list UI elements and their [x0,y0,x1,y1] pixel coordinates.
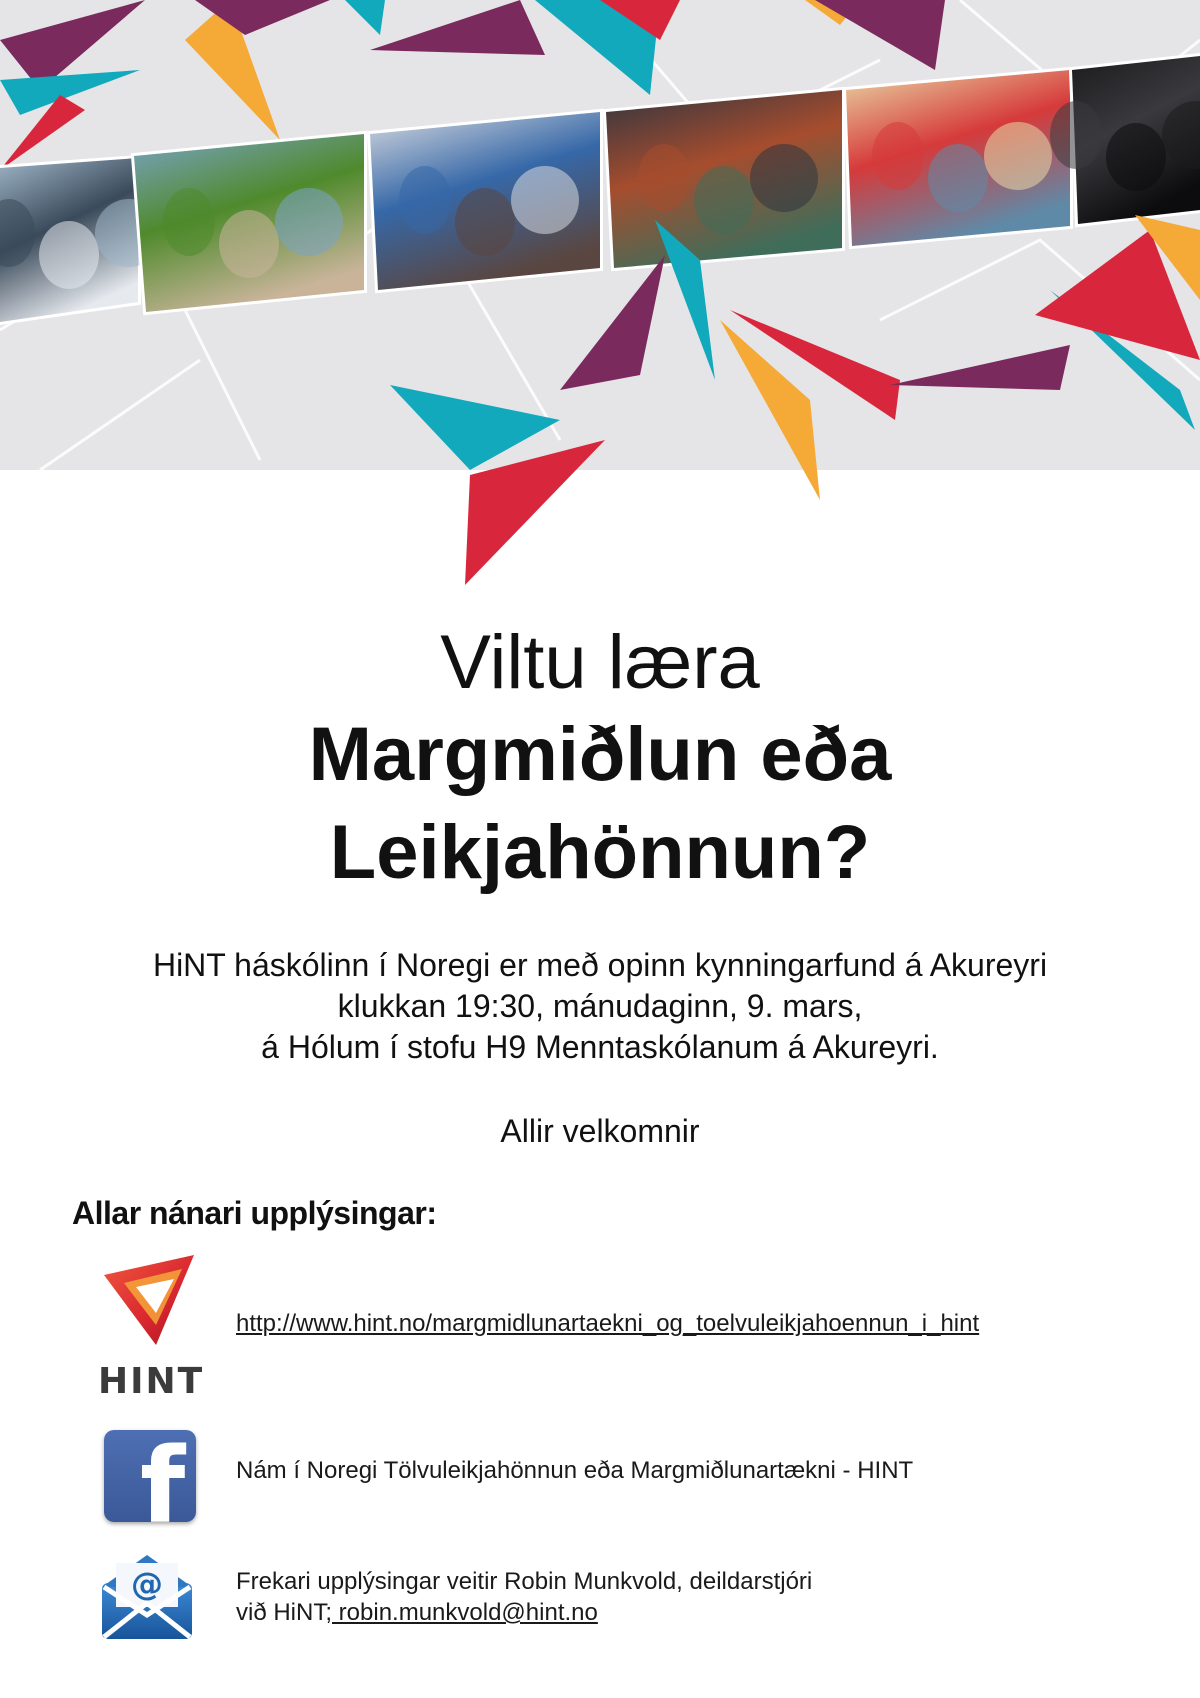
email-contact-prefix: við HiNT; [236,1599,333,1626]
hint-website-link[interactable]: http://www.hint.no/margmidlunartaekni_og_toelvuleikjahoennun_i_hint [236,1310,980,1337]
facebook-icon[interactable] [104,1430,196,1522]
event-description-line-3: á Hólum í stofu H9 Menntaskólanum á Akureyri. [261,1029,939,1065]
hint-logo-text: HINT [98,1361,205,1400]
event-description-line-2: klukkan 19:30, mánudaginn, 9. mars, [337,988,863,1024]
email-contact-line-2 [236,1599,598,1627]
headline-line-1: Viltu læra [440,620,760,705]
headline-line-2: Margmiðlun eða [308,712,892,797]
welcome-text: Allir velkomnir [500,1113,700,1149]
event-description [0,945,1200,1068]
facebook-icon-letter: f [140,1430,186,1522]
email-contact-line-1: Frekari upplýsingar veitir Robin Munkvold, deildarstjóri [236,1568,813,1595]
headline [0,620,1200,902]
info-heading: Allar nánari upplýsingar: [72,1195,437,1231]
facebook-page-name[interactable]: Nám í Noregi Tölvuleikjahönnun eða Margmiðlunartækni - HINT [236,1457,914,1484]
headline-line-3: Leikjahönnun? [329,810,871,895]
header-banner [0,0,1200,470]
event-description-line-1: HiNT háskólinn í Noregi er með opinn kynningarfund á Akureyri [152,947,1048,983]
hint-logo-icon [96,1255,216,1400]
email-icon-symbol: @ [131,1565,163,1603]
email-address-link[interactable]: robin.munkvold@hint.no [332,1599,598,1626]
email-icon[interactable] [100,1553,194,1643]
